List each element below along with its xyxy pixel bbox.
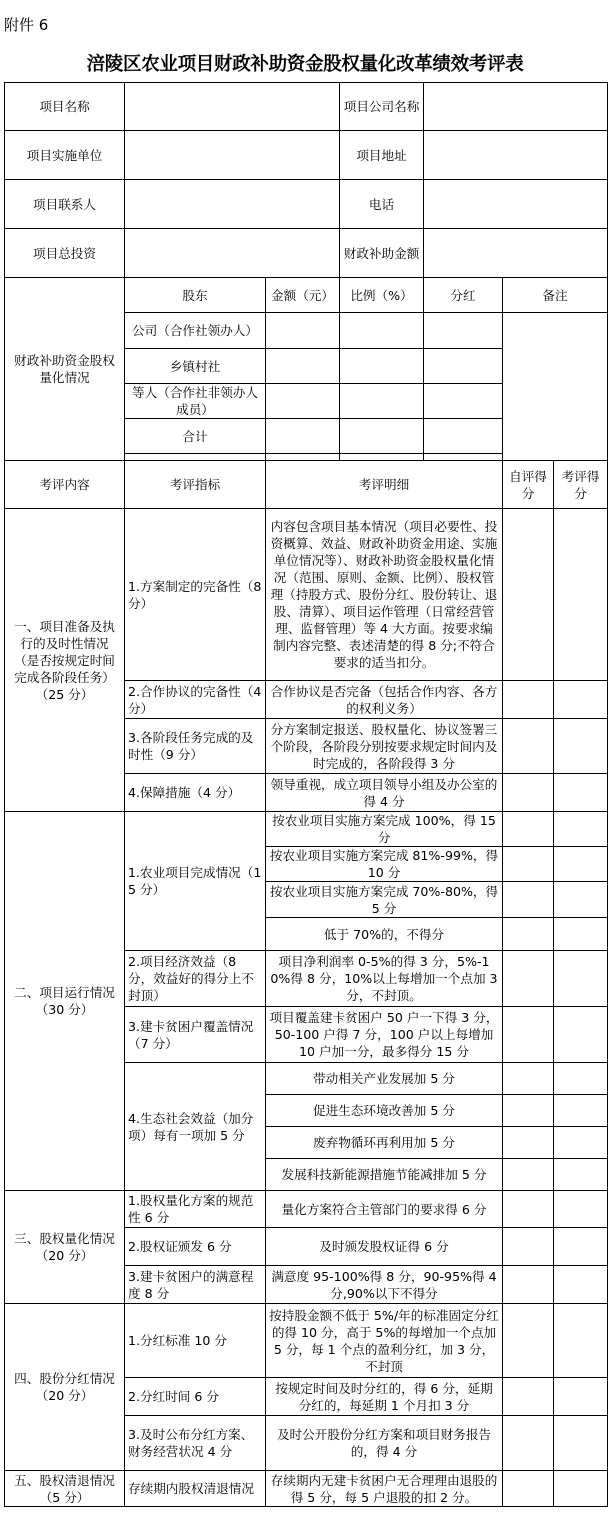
indicator-name: 2.合作协议的完备性（4 分） bbox=[125, 681, 266, 719]
self-score-cell[interactable] bbox=[503, 1266, 554, 1304]
equity-header-amount: 金额（元） bbox=[266, 278, 340, 313]
self-score-cell[interactable] bbox=[503, 1191, 554, 1228]
evaluation-score-cell[interactable] bbox=[554, 882, 608, 918]
info-row bbox=[5, 180, 608, 229]
evaluation-score-cell[interactable] bbox=[554, 951, 608, 1007]
section-name: 四、股份分红情况（20 分） bbox=[5, 1304, 125, 1471]
self-score-cell[interactable] bbox=[503, 1063, 554, 1095]
equity-cell[interactable] bbox=[340, 419, 424, 454]
section-name: 二、项目运行情况（30 分） bbox=[5, 812, 125, 1191]
total-investment-label: 项目总投资 bbox=[5, 229, 125, 278]
self-score-cell[interactable] bbox=[503, 1304, 554, 1378]
evaluation-score-cell[interactable] bbox=[554, 719, 608, 774]
evaluation-row bbox=[5, 1471, 608, 1507]
project-name-value[interactable] bbox=[125, 83, 340, 131]
annex-label: 附件 6 bbox=[4, 16, 49, 34]
contact-person-label: 项目联系人 bbox=[5, 180, 125, 229]
equity-remarks-cell[interactable] bbox=[503, 313, 608, 461]
indicator-name: 2.股权证颁发 6 分 bbox=[125, 1228, 266, 1266]
self-score-cell[interactable] bbox=[503, 918, 554, 951]
indicator-detail: 项目覆盖建卡贫困户 50 户一下得 3 分，50-100 户得 7 分，100 户以上每增加 10 户加一分，最多得分 15 分 bbox=[266, 1007, 503, 1063]
indicator-detail: 合作协议是否完备（包括合作内容、各方的权利义务） bbox=[266, 681, 503, 719]
equity-header-row bbox=[5, 278, 608, 313]
indicator-detail: 分方案制定报送、股权量化、协议签署三个阶段，各阶段分别按要求规定时间内及时完成的，各阶段得 3 分 bbox=[266, 719, 503, 774]
evaluation-score-cell[interactable] bbox=[554, 1191, 608, 1228]
indicator-detail: 废弃物循环再利用加 5 分 bbox=[266, 1127, 503, 1159]
header-evaluation-score: 考评得分 bbox=[554, 461, 608, 509]
contact-person-value[interactable] bbox=[125, 180, 340, 229]
equity-header-shareholder: 股东 bbox=[125, 278, 266, 313]
evaluation-score-cell[interactable] bbox=[554, 1266, 608, 1304]
section-name: 三、股权量化情况（20 分） bbox=[5, 1191, 125, 1304]
indicator-name: 3.建卡贫困户覆盖情况（7 分） bbox=[125, 1007, 266, 1063]
evaluation-score-cell[interactable] bbox=[554, 1159, 608, 1191]
indicator-detail: 满意度 95-100%得 8 分，90-95%得 4 分,90%以下不得分 bbox=[266, 1266, 503, 1304]
evaluation-score-cell[interactable] bbox=[554, 681, 608, 719]
evaluation-row bbox=[5, 1191, 608, 1228]
company-name-label: 项目公司名称 bbox=[340, 83, 424, 131]
evaluation-score-cell[interactable] bbox=[554, 1127, 608, 1159]
indicator-detail: 量化方案符合主管部门的要求得 6 分 bbox=[266, 1191, 503, 1228]
indicator-detail: 项目净利润率 0-5%的得 3 分，5%-10%得 8 分，10%以上每增加一个点加 3 分，不封顶。 bbox=[266, 951, 503, 1007]
header-content: 考评内容 bbox=[5, 461, 125, 509]
equity-cell[interactable] bbox=[266, 419, 340, 454]
indicator-detail: 促进生态环境改善加 5 分 bbox=[266, 1095, 503, 1127]
equity-section-label: 财政补助资金股权量化情况 bbox=[5, 278, 125, 461]
equity-header-remarks: 备注 bbox=[503, 278, 608, 313]
project-address-value[interactable] bbox=[424, 131, 608, 180]
equity-cell[interactable] bbox=[266, 313, 340, 349]
indicator-name: 1.农业项目完成情况（15 分） bbox=[125, 812, 266, 951]
evaluation-score-cell[interactable] bbox=[554, 774, 608, 812]
evaluation-row bbox=[5, 1304, 608, 1378]
indicator-name: 3.及时公布分红方案、财务经营状况 4 分 bbox=[125, 1416, 266, 1471]
project-address-label: 项目地址 bbox=[340, 131, 424, 180]
self-score-cell[interactable] bbox=[503, 1378, 554, 1416]
implementing-unit-label: 项目实施单位 bbox=[5, 131, 125, 180]
equity-cell[interactable] bbox=[340, 384, 424, 419]
evaluation-score-cell[interactable] bbox=[554, 1378, 608, 1416]
phone-label: 电话 bbox=[340, 180, 424, 229]
equity-header-ratio: 比例（%） bbox=[340, 278, 424, 313]
equity-row-label: 等人（合作社非领办人成员） bbox=[125, 384, 266, 419]
self-score-cell[interactable] bbox=[503, 1228, 554, 1266]
company-name-value[interactable] bbox=[424, 83, 608, 131]
equity-cell[interactable] bbox=[266, 349, 340, 384]
indicator-detail: 发展科技新能源措施节能减排加 5 分 bbox=[266, 1159, 503, 1191]
self-score-cell[interactable] bbox=[503, 882, 554, 918]
equity-header-dividend: 分红 bbox=[424, 278, 503, 313]
subsidy-amount-value[interactable] bbox=[424, 229, 608, 278]
evaluation-score-cell[interactable] bbox=[554, 1228, 608, 1266]
indicator-detail: 按农业项目实施方案完成 100%，得 15 分 bbox=[266, 812, 503, 847]
section-name: 五、股权清退情况（5 分） bbox=[5, 1471, 125, 1507]
self-score-cell[interactable] bbox=[503, 681, 554, 719]
equity-cell[interactable] bbox=[340, 349, 424, 384]
self-score-cell[interactable] bbox=[503, 719, 554, 774]
indicator-name: 1.方案制定的完备性（8 分） bbox=[125, 509, 266, 681]
self-score-cell[interactable] bbox=[503, 1159, 554, 1191]
header-detail: 考评明细 bbox=[266, 461, 503, 509]
indicator-name: 存续期内股权清退情况 bbox=[125, 1471, 266, 1507]
self-score-cell[interactable] bbox=[503, 1471, 554, 1507]
indicator-name: 3.建卡贫困户的满意程度 8 分 bbox=[125, 1266, 266, 1304]
info-row bbox=[5, 229, 608, 278]
total-investment-value[interactable] bbox=[125, 229, 340, 278]
self-score-cell[interactable] bbox=[503, 1007, 554, 1063]
indicator-detail: 存续期内无建卡贫困户无合理理由退股的得 5 分，每 5 户退股的扣 2 分。 bbox=[266, 1471, 503, 1507]
self-score-cell[interactable] bbox=[503, 951, 554, 1007]
evaluation-score-cell[interactable] bbox=[554, 509, 608, 681]
indicator-detail: 及时颁发股权证得 6 分 bbox=[266, 1228, 503, 1266]
evaluation-header-row bbox=[5, 461, 608, 509]
equity-row-label: 乡镇村社 bbox=[125, 349, 266, 384]
evaluation-score-cell[interactable] bbox=[554, 1007, 608, 1063]
indicator-detail: 及时公开股份分红方案和项目财务报告的，得 4 分 bbox=[266, 1416, 503, 1471]
indicator-name: 4.生态社会效益（加分项）每有一项加 5 分 bbox=[125, 1063, 266, 1191]
implementing-unit-value[interactable] bbox=[125, 131, 340, 180]
evaluation-table bbox=[4, 82, 608, 1507]
equity-cell[interactable] bbox=[340, 313, 424, 349]
self-score-cell[interactable] bbox=[503, 812, 554, 847]
info-row bbox=[5, 131, 608, 180]
phone-value[interactable] bbox=[424, 180, 608, 229]
self-score-cell[interactable] bbox=[503, 1127, 554, 1159]
evaluation-score-cell[interactable] bbox=[554, 1095, 608, 1127]
indicator-detail: 低于 70%的，不得分 bbox=[266, 918, 503, 951]
info-row bbox=[5, 83, 608, 131]
equity-cell[interactable] bbox=[424, 419, 503, 454]
indicator-detail: 按持股金额不低于 5%/年的标准固定分红的得 10 分，高于 5%的每增加一个点加 5 分，每 1 个点的盈利分红，加 3 分，不封顶 bbox=[266, 1304, 503, 1378]
self-score-cell[interactable] bbox=[503, 1416, 554, 1471]
indicator-detail: 内容包含项目基本情况（项目必要性、投资概算、效益、财政补助资金用途、实施单位情况等）、财政补助资金股权量化情况（范围、原则、金额、比例）、股权管理（持股方式、股份分红、股份转让、退股、清算）、项目运作管理（日常经营管理、监督管理）等 4 大方面。按要求编制内容完整、表述清楚的得 8 分;不符合要求的适当扣分。 bbox=[266, 509, 503, 681]
self-score-cell[interactable] bbox=[503, 847, 554, 882]
subsidy-amount-label: 财政补助金额 bbox=[340, 229, 424, 278]
evaluation-score-cell[interactable] bbox=[554, 1304, 608, 1378]
equity-cell[interactable] bbox=[424, 349, 503, 384]
indicator-name: 2.分红时间 6 分 bbox=[125, 1378, 266, 1416]
self-score-cell[interactable] bbox=[503, 774, 554, 812]
evaluation-row bbox=[5, 812, 608, 847]
section-name: 一、项目准备及执行的及时性情况（是否按规定时间完成各阶段任务）（25 分） bbox=[5, 509, 125, 812]
evaluation-score-cell[interactable] bbox=[554, 1416, 608, 1471]
equity-cell[interactable] bbox=[424, 384, 503, 419]
evaluation-score-cell[interactable] bbox=[554, 1063, 608, 1095]
evaluation-score-cell[interactable] bbox=[554, 1471, 608, 1507]
project-name-label: 项目名称 bbox=[5, 83, 125, 131]
indicator-detail: 按规定时间及时分红的，得 6 分，延期分红的，每延期 1 个月扣 3 分 bbox=[266, 1378, 503, 1416]
header-indicator: 考评指标 bbox=[125, 461, 266, 509]
equity-row-label: 公司（合作社领办人） bbox=[125, 313, 266, 349]
self-score-cell[interactable] bbox=[503, 1095, 554, 1127]
indicator-detail: 领导重视，成立项目领导小组及办公室的得 4 分 bbox=[266, 774, 503, 812]
evaluation-score-cell[interactable] bbox=[554, 812, 608, 847]
evaluation-row bbox=[5, 509, 608, 681]
indicator-detail: 按农业项目实施方案完成 81%-99%，得 10 分 bbox=[266, 847, 503, 882]
evaluation-score-cell[interactable] bbox=[554, 847, 608, 882]
indicator-name: 4.保障措施（4 分） bbox=[125, 774, 266, 812]
equity-cell[interactable] bbox=[266, 384, 340, 419]
indicator-name: 2.项目经济效益（8 分，效益好的得分上不封顶） bbox=[125, 951, 266, 1007]
page-title: 涪陵区农业项目财政补助资金股权量化改革绩效考评表 bbox=[86, 54, 524, 75]
equity-row-label: 合计 bbox=[125, 419, 266, 454]
indicator-name: 1.股权量化方案的规范性 6 分 bbox=[125, 1191, 266, 1228]
self-score-cell[interactable] bbox=[503, 509, 554, 681]
header-self-score: 自评得分 bbox=[503, 461, 554, 509]
indicator-name: 1.分红标准 10 分 bbox=[125, 1304, 266, 1378]
indicator-detail: 按农业项目实施方案完成 70%-80%，得 5 分 bbox=[266, 882, 503, 918]
equity-cell[interactable] bbox=[424, 313, 503, 349]
evaluation-score-cell[interactable] bbox=[554, 918, 608, 951]
indicator-name: 3.各阶段任务完成的及时性（9 分） bbox=[125, 719, 266, 774]
indicator-detail: 带动相关产业发展加 5 分 bbox=[266, 1063, 503, 1095]
